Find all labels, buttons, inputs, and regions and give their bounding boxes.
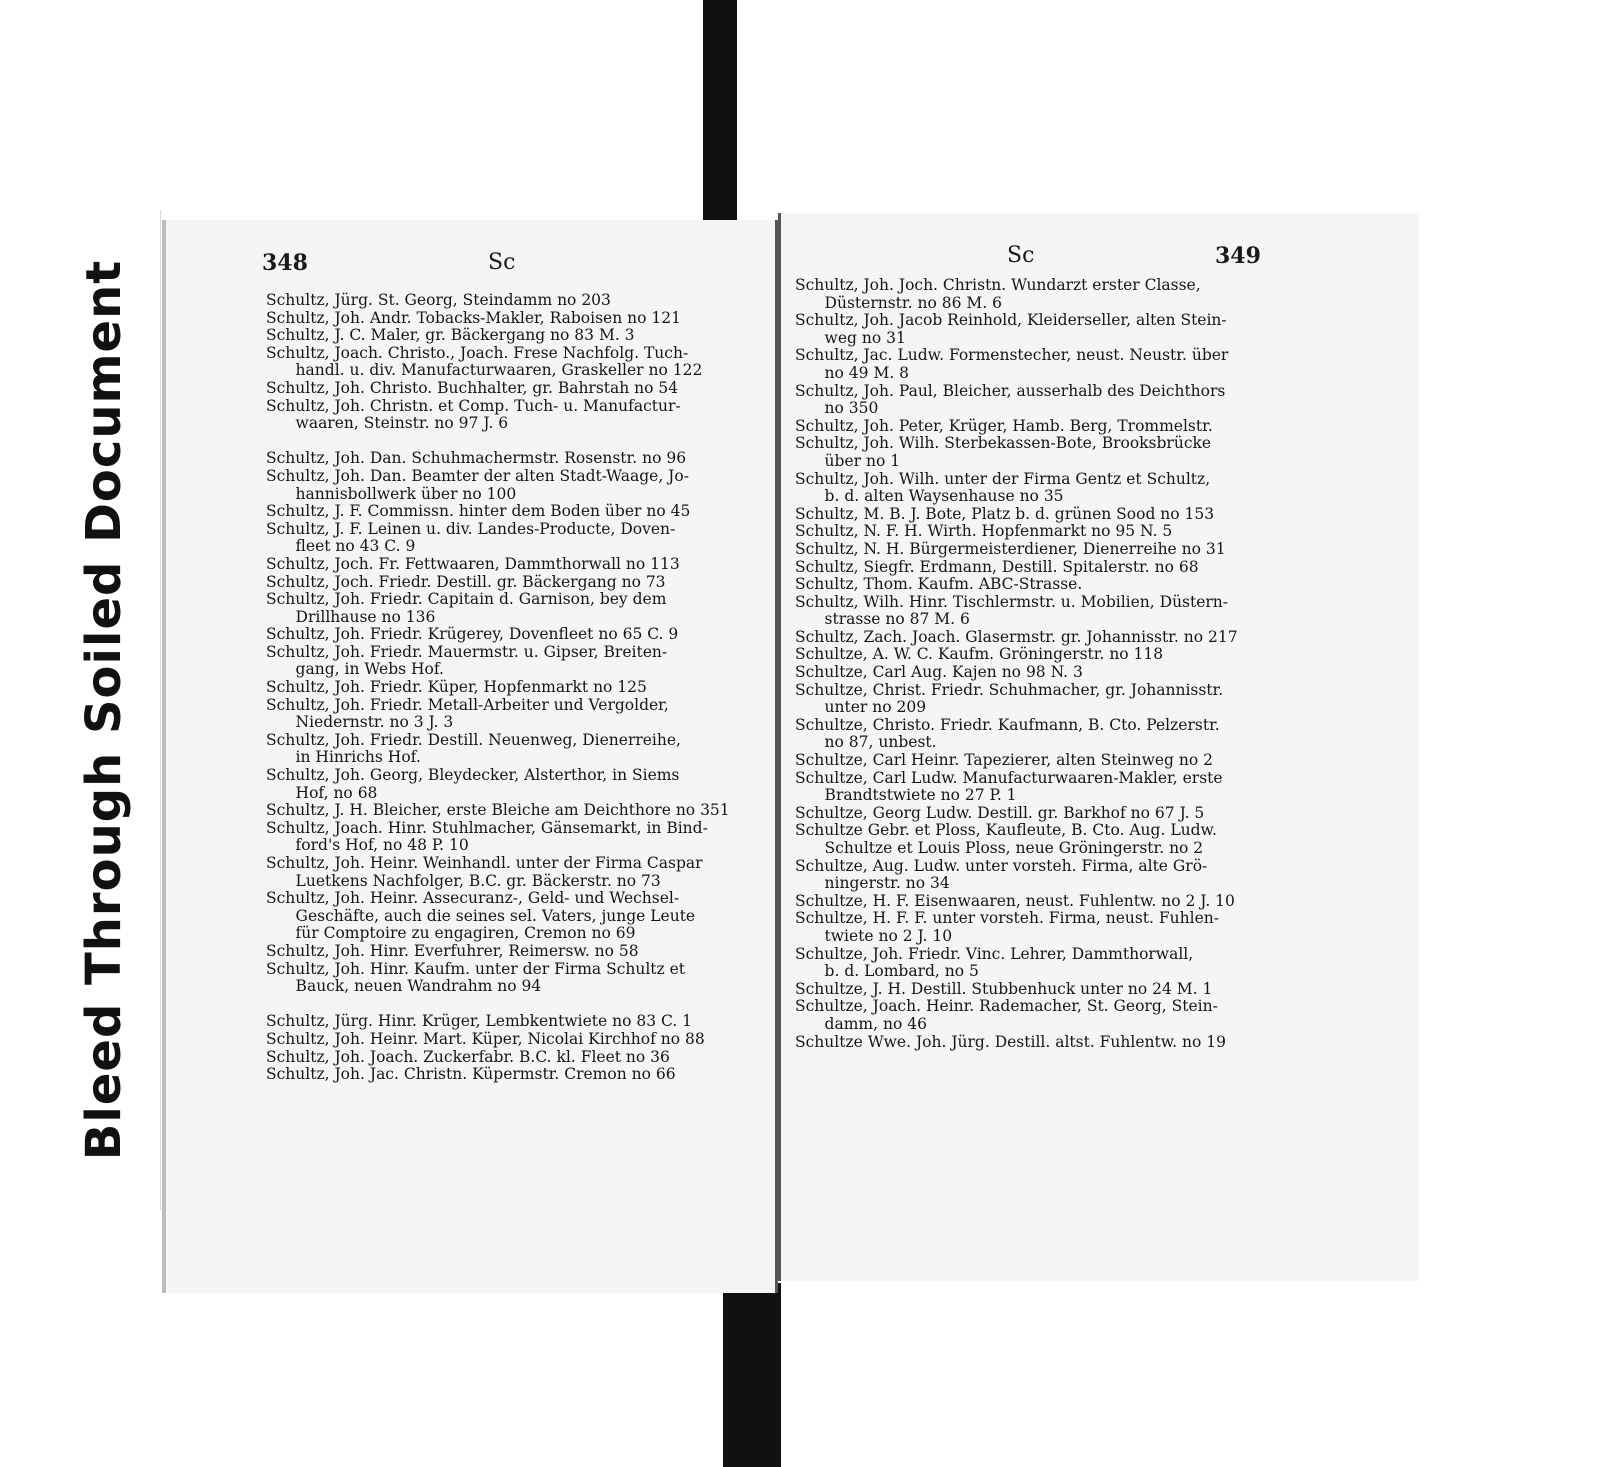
entry-line: ford's Hof, no 48 P. 10 [266,836,469,855]
entry-line: Schultze, H. F. Eisenwaaren, neust. Fuhlentw. no 2 J. 10 [795,891,1235,910]
entry-line: Schultz, Joh. Heinr. Assecuranz-, Geld- und Wechsel- [266,889,680,908]
entry-line: Schultz, Siegfr. Erdmann, Destill. Spitalerstr. no 68 [795,557,1199,576]
entry-line: Schultz, Joh. Christo. Buchhalter, gr. Bahrstah no 54 [266,378,679,397]
entry-line: Schultz, Joh. Georg, Bleydecker, Alsterthor, in Siems [266,766,680,785]
entry-line: Schultz, Joh. Paul, Bleicher, ausserhalb des Deichthors [795,381,1226,400]
entry-line: in Hinrichs Hof. [266,748,421,767]
right-entry-list [795,277,1300,1051]
entry-line: Schultz, Joh. Friedr. Mauermstr. u. Gipser, Breiten- [266,642,668,661]
entry-line: fleet no 43 C. 9 [266,537,416,556]
entry-line: ningerstr. no 34 [795,874,950,893]
entry-line: Schultz, Joh. Wilh. unter der Firma Gentz et Schultz, [795,469,1211,488]
entry-line: Schultz, N. H. Bürgermeisterdiener, Dienerreihe no 31 [795,539,1226,558]
entry-line: Geschäfte, auch die seines sel. Vaters, junge Leute [266,906,696,925]
entry-line: Schultz, Joh. Christn. et Comp. Tuch- u. Manufactur- [266,396,681,415]
right-page [778,213,1419,1281]
entry-line: Schultz, Joh. Friedr. Metall-Arbeiter und Vergolder, [266,695,669,714]
entry-line: Bauck, neuen Wandrahm no 94 [266,977,542,996]
stamp-label: Bleed Through Soiled Document [76,259,132,1161]
entry-line: Schultz, J. H. Bleicher, erste Bleiche am Deichthore no 351 [266,801,730,820]
entry-line: handl. u. div. Manufacturwaaren, Graskeller no 122 [266,361,703,380]
entry-line: Schultze, Christ. Friedr. Schuhmacher, gr. Johannisstr. [795,680,1224,699]
left-running-head: Sc [488,250,516,275]
bleed-through-stamp [48,210,161,1210]
entry-line: Schultze, H. F. F. unter vorsteh. Firma, neust. Fuhlen- [795,909,1219,928]
entry-line: b. d. Lombard, no 5 [795,962,979,981]
entry-line: Schultz, Jürg. Hinr. Krüger, Lembkentwiete no 83 C. 1 [266,1012,693,1031]
left-page-number: 348 [262,250,308,276]
entry-line: Schultze, Carl Heinr. Tapezierer, alten Steinweg no 2 [795,751,1214,770]
entry-line: Schultz, Joh. Friedr. Capitain d. Garnison, bey dem [266,590,667,609]
entry-line: hannisbollwerk über no 100 [266,484,517,503]
entry-line: Schultz, Joh. Hinr. Kaufm. unter der Firma Schultz et [266,959,686,978]
entry-line: Schultz, Joh. Andr. Tobacks-Makler, Raboisen no 121 [266,308,681,327]
entry-line: Schultz, Joch. Fr. Fettwaaren, Dammthorwall no 113 [266,554,680,573]
entry-line: Schultz, J. C. Maler, gr. Bäckergang no 83 M. 3 [266,326,635,345]
entry-line: Schultz, Joh. Friedr. Destill. Neuenweg, Dienerreihe, [266,730,681,749]
entry-line: Schultze, Carl Aug. Kajen no 98 N. 3 [795,663,1083,682]
entry-line: Schultze, Georg Ludw. Destill. gr. Barkhof no 67 J. 5 [795,803,1205,822]
left-entry-list [266,292,756,1084]
entry-line: no 87, unbest. [795,733,937,752]
entry-line: Schultz, Joh. Hinr. Everfuhrer, Reimersw. no 58 [266,941,639,960]
entry-line: b. d. alten Waysenhause no 35 [795,487,1064,506]
entry-line: weg no 31 [795,328,906,347]
entry-line: Schultz, Joh. Jacob Reinhold, Kleiderseller, alten Stein- [795,311,1227,330]
entry-line [266,996,756,1014]
entry-line: für Comptoire zu engagiren, Cremon no 69 [266,924,636,943]
entry-line [266,433,756,451]
entry-line: Schultz, Joach. Christo., Joach. Frese Nachfolg. Tuch- [266,343,689,362]
entry-line: Schultze, J. H. Destill. Stubbenhuck unter no 24 M. 1 [795,979,1213,998]
entry-line: no 49 M. 8 [795,363,910,382]
entry-line: Schultze et Louis Ploss, neue Gröningerstr. no 2 [795,839,1204,857]
entry-line: Düsternstr. no 86 M. 6 [795,293,1002,312]
entry-line: Schultz, Joh. Wilh. Sterbekassen-Bote, Brooksbrücke [795,434,1212,453]
entry-line: Schultze, Aug. Ludw. unter vorsteh. Firma, alte Grö- [795,856,1208,875]
entry-line: twiete no 2 J. 10 [795,926,953,945]
entry-line: Schultz, Joh. Dan. Schuhmachermstr. Rosenstr. no 96 [266,449,687,468]
entry-line: damm, no 46 [795,1014,927,1033]
entry-line: Schultz, Joh. Jac. Christn. Küpermstr. Cremon no 66 [266,1065,676,1084]
entry-line: Hof, no 68 [266,783,378,802]
entry-line: Schultz, Jac. Ludw. Formenstecher, neust. Neustr. über [795,346,1229,365]
entry-line: Schultz, Joh. Joch. Christn. Wundarzt erster Classe, [795,276,1201,294]
entry-line: gang, in Webs Hof. [266,660,444,679]
entry-line: waaren, Steinstr. no 97 J. 6 [266,414,509,433]
entry-line: Schultz, M. B. J. Bote, Platz b. d. grünen Sood no 153 [795,504,1215,523]
entry-line: Schultz, Joch. Friedr. Destill. gr. Bäckergang no 73 [266,572,666,591]
entry-line: Schultz, Joh. Heinr. Weinhandl. unter der Firma Caspar [266,854,703,872]
entry-line: Drillhause no 136 [266,607,436,626]
entry-line: Schultz, Jürg. St. Georg, Steindamm no 203 [266,291,611,309]
entry-line: Schultze, Christo. Friedr. Kaufmann, B. Cto. Pelzerstr. [795,715,1220,734]
entry-line: Schultze Gebr. et Ploss, Kaufleute, B. Cto. Aug. Ludw. [795,821,1217,840]
entry-line: Schultz, Thom. Kaufm. ABC-Strasse. [795,575,1083,594]
entry-line: Schultze Wwe. Joh. Jürg. Destill. altst. Fuhlentw. no 19 [795,1032,1226,1051]
entry-line: Schultz, Joach. Hinr. Stuhlmacher, Gänsemarkt, in Bind- [266,818,708,837]
entry-line: Schultz, N. F. H. Wirth. Hopfenmarkt no 95 N. 5 [795,522,1173,541]
entry-line: strasse no 87 M. 6 [795,610,970,629]
entry-line: Schultze, Carl Ludw. Manufacturwaaren-Makler, erste [795,768,1223,787]
entry-line: Brandtstwiete no 27 P. 1 [795,786,1017,805]
entry-line: Schultz, Joh. Joach. Zuckerfabr. B.C. kl. Fleet no 36 [266,1047,670,1066]
left-page [162,220,778,1293]
entry-line: Schultz, Zach. Joach. Glasermstr. gr. Johannisstr. no 217 [795,627,1238,646]
entry-line: Schultz, Joh. Friedr. Küper, Hopfenmarkt no 125 [266,678,647,697]
entry-line: Schultz, Joh. Peter, Krüger, Hamb. Berg, Trommelstr. [795,416,1213,435]
entry-line: Schultze, Joh. Friedr. Vinc. Lehrer, Dammthorwall, [795,944,1194,963]
book-spine-top [703,0,737,225]
entry-line: über no 1 [795,451,901,470]
entry-line: Schultz, Joh. Friedr. Krügerey, Dovenfleet no 65 C. 9 [266,625,679,644]
right-page-number: 349 [1215,243,1261,269]
entry-line: Schultz, Joh. Dan. Beamter der alten Stadt-Waage, Jo- [266,466,689,485]
entry-line: Niedernstr. no 3 J. 3 [266,713,454,732]
entry-line: unter no 209 [795,698,927,717]
entry-line: Schultze, Joach. Heinr. Rademacher, St. Georg, Stein- [795,997,1218,1016]
entry-line: Schultz, Joh. Heinr. Mart. Küper, Nicolai Kirchhof no 88 [266,1029,705,1048]
entry-line: no 350 [795,399,879,418]
entry-line: Schultz, Wilh. Hinr. Tischlermstr. u. Mobilien, Düstern- [795,592,1229,611]
entry-line: Schultz, J. F. Commissn. hinter dem Boden über no 45 [266,502,691,521]
entry-line: Schultze, A. W. C. Kaufm. Gröningerstr. no 118 [795,645,1164,664]
entry-line: Schultz, J. F. Leinen u. div. Landes-Producte, Doven- [266,519,676,538]
right-running-head: Sc [1007,243,1035,268]
entry-line: Luetkens Nachfolger, B.C. gr. Bäckerstr. no 73 [266,871,661,890]
book-spine-bottom [723,1283,781,1467]
